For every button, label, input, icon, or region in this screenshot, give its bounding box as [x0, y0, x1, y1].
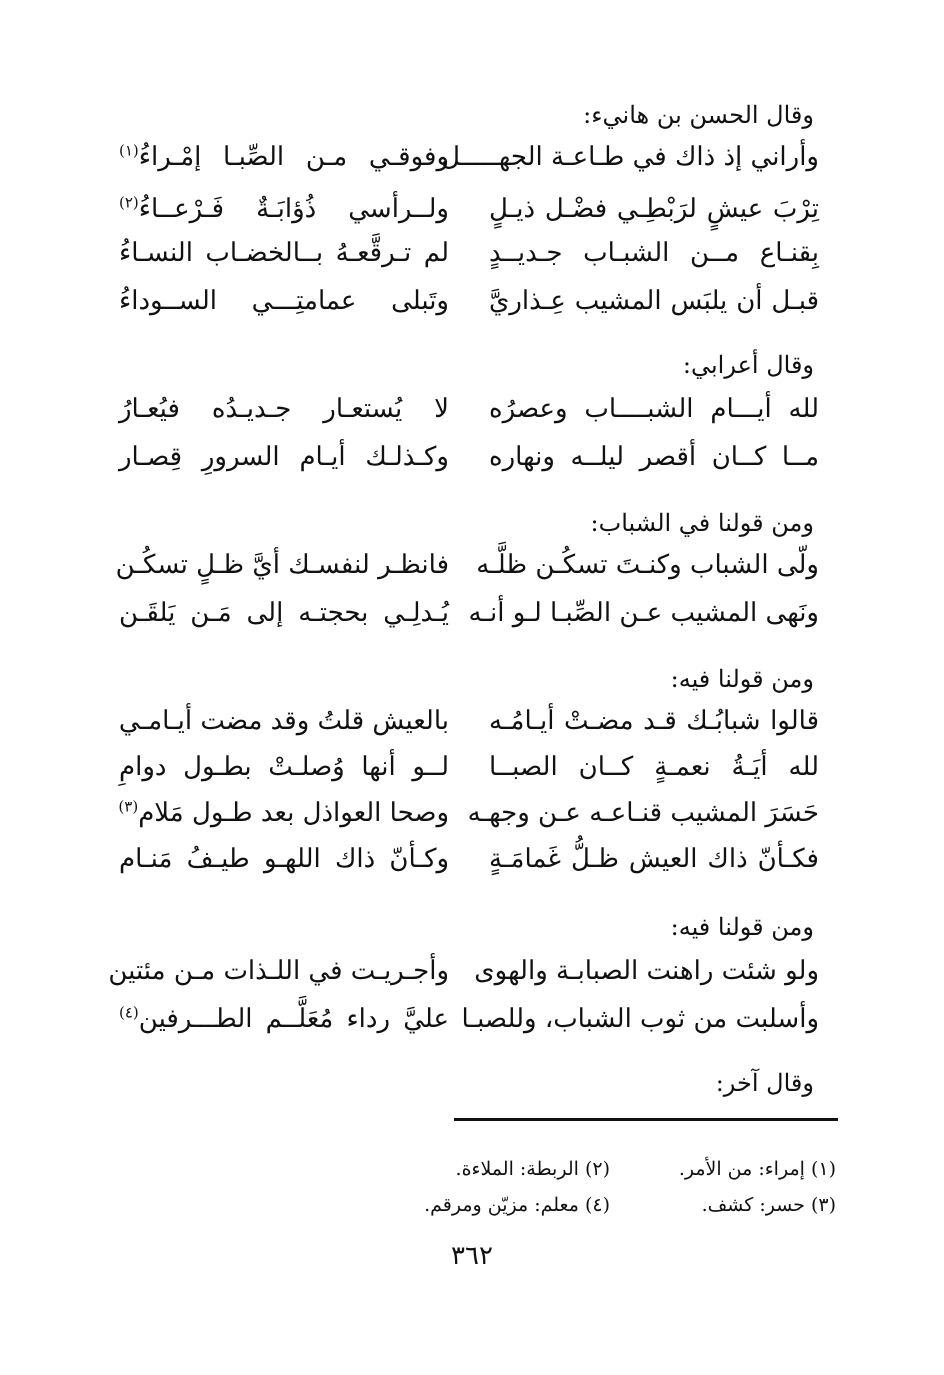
- verse-first-hemistich: ولو شئت راهنت الصبابـة والهوى: [474, 956, 819, 986]
- section-intro: ومن قولنا فيه:: [670, 913, 814, 941]
- hemistich-text: ولــرأسي ذُؤابَـةٌ فَـرْعــاءُ: [138, 194, 449, 224]
- verse-line: [119, 796, 819, 830]
- hemistich-text: وفوقـي مـن الصِّبـا إمْـراءُ: [138, 142, 449, 172]
- verse-first-hemistich: لله أيَـةُ نعمـةٍ كــان الصبــا: [489, 752, 819, 782]
- verse-second-hemistich: وتَبلى عمامتِـــي الســوداءُ: [119, 286, 449, 316]
- verse-second-hemistich: [119, 1002, 449, 1036]
- hemistich-text: وصحا العواذل بعد طـول مَلام: [138, 798, 449, 828]
- verse-second-hemistich: يُـدلِـي بحجتـه إلى مَـن يَلقَـن: [119, 598, 449, 628]
- section-intro: ومن قولنا في الشباب:: [590, 509, 814, 537]
- footnote: (١) إمراء: من الأمر.: [678, 1158, 836, 1180]
- verse-first-hemistich: حَسَرَ المشيب قنـاعـه عـن وجهـه: [467, 798, 819, 828]
- verse-second-hemistich: وأجـريـت في اللـذات مـن مئتين: [108, 956, 449, 986]
- verse-first-hemistich: بِقنـاع مــن الشبـاب جـديــدٍ: [489, 238, 819, 268]
- verse-first-hemistich: تِرْبَ عيشٍ لرَبْطِـي فضْـل ذيـلٍ: [489, 194, 819, 224]
- section-intro: وقال آخر:: [715, 1069, 814, 1097]
- footnote: (٤) معلم: مزيّن ومرقم.: [424, 1194, 610, 1216]
- verse-second-hemistich: بالعيش قلتُ وقد مضت أيـامـي: [118, 706, 449, 736]
- verse-second-hemistich: لــو أنها وُصلـتْ بطـول دوامِ: [119, 752, 449, 782]
- verse-line: [115, 548, 819, 582]
- verse-line: [119, 704, 819, 738]
- footnote-marker: (٣): [118, 797, 139, 816]
- footnote: (٣) حسر: كشف.: [701, 1194, 836, 1216]
- verse-line: [119, 1002, 819, 1036]
- verse-first-hemistich: ولّى الشباب وكنـتَ تسكُـن ظلَّـه: [476, 550, 819, 580]
- verse-first-hemistich: مــا كــان أقصر ليلــه ونهاره: [489, 442, 819, 472]
- verse-line: [119, 842, 819, 876]
- verse-line: [119, 140, 819, 174]
- verse-first-hemistich: لله أيـــام الشبــــاب وعصرُه: [489, 394, 819, 424]
- footnote-marker: (٢): [119, 193, 139, 212]
- footnote-marker: (١): [119, 141, 139, 160]
- verse-second-hemistich: لا يُستعـار جـديـدُه فيُعـارُ: [119, 394, 449, 424]
- verse-line: [119, 192, 819, 226]
- verse-line: [119, 392, 819, 426]
- verse-line: [119, 750, 819, 784]
- verse-first-hemistich: قالوا شبابُـك قـد مضـتْ أيـامُـه: [489, 706, 819, 736]
- section-intro: ومن قولنا فيه:: [670, 665, 814, 693]
- verse-second-hemistich: وكـأنّ ذاك اللهـو طيـفُ مَنـام: [119, 844, 449, 874]
- verse-second-hemistich: لم تـرقَّعـهُ بــالخضـاب النسـاءُ: [119, 238, 449, 268]
- verse-second-hemistich: وكـذلـك أيـام السرورِ قِصـار: [119, 442, 449, 472]
- verse-line: [119, 236, 819, 270]
- footnote-marker: (٤): [119, 1003, 139, 1022]
- verse-line: [108, 954, 819, 988]
- verse-second-hemistich: فانظـر لنفسـك أيَّ ظـلٍ تسكُـن: [115, 550, 449, 580]
- verse-first-hemistich: ونَهى المشيب عـن الصِّبـا لـو أنـه: [468, 598, 819, 628]
- footnote: (٢) الربطة: الملاءة.: [455, 1158, 610, 1180]
- verse-line: [119, 440, 819, 474]
- verse-line: [119, 284, 819, 318]
- verse-first-hemistich: قبـل أن يلبَس المشيب عِـذاريَّ: [489, 286, 819, 316]
- verse-second-hemistich: [119, 192, 449, 226]
- verse-line: [119, 596, 819, 630]
- verse-first-hemistich: وأراني إذ ذاك في طـاعـة الجهـــــل: [441, 142, 819, 172]
- section-intro: وقال أعرابي:: [682, 351, 814, 379]
- verse-second-hemistich: [119, 796, 449, 830]
- hemistich-text: عليَّ رداء مُعَلَّــم الطـــرفين: [138, 1004, 449, 1034]
- verse-second-hemistich: [119, 140, 449, 174]
- footnote-divider: [454, 1118, 838, 1121]
- section-intro: وقال الحسن بن هانيء:: [583, 101, 814, 129]
- verse-first-hemistich: وأسلبت من ثوب الشباب، وللصبـا: [461, 1004, 819, 1034]
- verse-first-hemistich: فكـأنّ ذاك العيش ظـلُّ غَمامَـةٍ: [489, 844, 819, 874]
- page-number: ٣٦٢: [451, 1241, 493, 1271]
